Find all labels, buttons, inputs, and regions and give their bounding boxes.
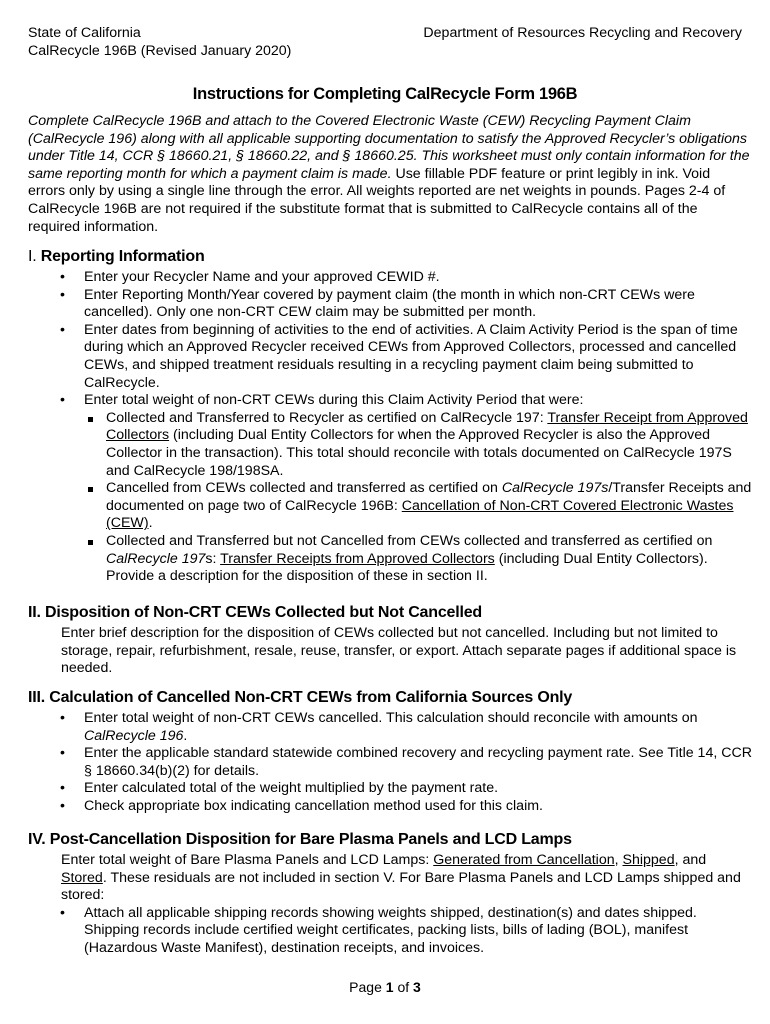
transfer-receipt-link[interactable]: Transfer Receipt from Approved Collectors — [106, 409, 748, 444]
section1-sublist — [84, 410, 753, 586]
list-item: • Attach all applicable shipping records showing weights shipped, destination(s) and dates shipped. Shipping records include certified weight certificates, packing lists, bills of lading (BOL), manifest (Hazardous Waste Manifest), destination receipts, and invoices. — [28, 905, 753, 958]
shipped-link[interactable]: Shipped — [622, 852, 675, 868]
section2-text: Enter brief description for the disposition of CEWs collected but not cancelled. Including but not limited to storage, repair, refurbishment, resale, reuse, transfer, or export. Attach separate pages if additional space is needed. — [61, 625, 737, 677]
sub1-post: (including Dual Entity Collectors for when the Approved Recycler is also the Approved Collector in the transaction). This total should reconcile with totals documented on CalRecycle 197S and CalRecycle 198/198SA. — [106, 427, 732, 479]
section4-text — [28, 852, 753, 905]
section1-heading — [28, 247, 753, 267]
section3-heading — [28, 688, 753, 708]
s3b1-italic: CalRecycle 196 — [84, 727, 184, 744]
sub2-pre: Cancelled from CEWs collected and transferred as certified on — [106, 480, 502, 497]
section-reporting-information — [28, 247, 753, 586]
list-item: • Enter dates from beginning of activities to the end of activities. A Claim Activity Period is the span of time during which an Approved Recycler received CEWs from Approved Collectors, processed and cancelled CEWs, and shipped treatment residuals resulting in a recycling payment claim being submitted to CalRecycle. — [28, 322, 753, 392]
stored-link[interactable]: Stored — [61, 869, 103, 886]
s4-post: . These residuals are not included in section V. For Bare Plasma Panels and LCD Lamps shipped and stored: — [61, 869, 741, 904]
list-item — [28, 710, 753, 745]
sub3-mid: s: — [205, 550, 221, 567]
sublist-item — [84, 533, 753, 586]
section3-list — [28, 710, 753, 816]
list-item — [28, 392, 753, 586]
transfer-receipts-link[interactable]: Transfer Receipts from Approved Collectors — [220, 550, 495, 567]
section-disposition — [28, 603, 753, 678]
list-item-text: Enter total weight of non-CRT CEWs during this Claim Activity Period that were: — [84, 392, 584, 409]
section3-title: III. Calculation of Cancelled Non-CRT CEWs from California Sources Only — [28, 689, 573, 706]
sub2-italic: CalRecycle 197s — [501, 480, 609, 497]
list-item: • Enter your Recycler Name and your approved CEWID #. — [28, 269, 753, 287]
list-item: • Enter the applicable standard statewide combined recovery and recycling payment rate. See Title 14, CCR § 18660.34(b)(2) for details. — [28, 745, 753, 780]
intro-regular: Use fillable PDF feature or print legibly in ink. Void errors only by using a single line through the error. All weights reported are net weights in pounds. Pages 2-4 of CalRecycle 196B are not required if the substitute format that is submitted to CalRecycle contains all of the required information. — [28, 165, 726, 235]
section1-numeral: I. — [28, 248, 37, 265]
state-label: State of California — [28, 25, 141, 41]
intro-italic: Complete CalRecycle 196B and attach to the Covered Electronic Waste (CEW) Recycling Payment Claim (CalRecycle 196) along with all applicable supporting documentation to satisfy the Approved Recycler’s obligations under Title 14, CCR § 18660.21, § 18660.22, and § 18660.25. This worksheet must only contain information for the same reporting month for which a payment claim is made. — [28, 113, 750, 182]
sub3-italic: CalRecycle 197 — [106, 550, 206, 567]
s4-pre: Enter total weight of Bare Plasma Panels and LCD Lamps: — [61, 852, 434, 868]
form-id: CalRecycle 196B (Revised January 2020) — [28, 43, 292, 59]
page-footer — [0, 979, 770, 997]
intro-paragraph — [28, 113, 750, 236]
section2-title: II. Disposition of Non-CRT CEWs Collected but Not Cancelled — [28, 604, 482, 621]
page-title: Instructions for Completing CalRecycle Form 196B — [192, 85, 578, 103]
list-item: • Enter Reporting Month/Year covered by payment claim (the month in which non-CRT CEWs were cancelled). Only one non-CRT CEW claim may be submitted per month. — [28, 287, 753, 322]
sub3-pre: Collected and Transferred but not Cancelled from CEWs collected and transferred as certified on — [106, 532, 713, 549]
page-number: 1 — [385, 979, 394, 995]
s3b1-pre: Enter total weight of non-CRT CEWs cancelled. This calculation should reconcile with amounts on — [84, 710, 698, 726]
of-word: of — [397, 979, 410, 995]
header-left — [28, 24, 291, 60]
section2-heading — [28, 603, 753, 623]
department-name: Department of Resources Recycling and Recovery — [423, 25, 742, 41]
sub3-post: (including Dual Entity Collectors). Provide a description for the disposition of these in section II. — [106, 550, 708, 585]
s4-sep1: , — [614, 852, 623, 868]
section1-list — [28, 269, 753, 586]
sub2-mid: /Transfer Receipts and documented on page two of CalRecycle 196B: — [106, 480, 752, 514]
sublist-item — [84, 480, 753, 533]
page-total: 3 — [413, 979, 421, 995]
s4-sep2: , and — [674, 852, 707, 868]
page-word: Page — [349, 979, 382, 995]
section1-title: Reporting Information — [40, 248, 205, 265]
section-calculation — [28, 688, 753, 816]
generated-link[interactable]: Generated from Cancellation — [433, 852, 615, 868]
list-item: • Enter calculated total of the weight multiplied by the payment rate. — [28, 780, 753, 798]
section4-list — [28, 905, 753, 958]
section4-heading — [28, 830, 753, 850]
sub1-pre: Collected and Transferred to Recycler as certified on CalRecycle 197: — [106, 409, 548, 426]
header-right — [423, 24, 742, 42]
section4-title: IV. Post-Cancellation Disposition for Bare Plasma Panels and LCD Lamps — [28, 831, 572, 848]
list-item: • Check appropriate box indicating cancellation method used for this claim. — [28, 798, 753, 816]
sublist-item — [84, 410, 753, 480]
section-post-cancellation — [28, 830, 753, 958]
cancellation-link[interactable]: Cancellation of Non-CRT Covered Electronic Wastes (CEW) — [106, 497, 734, 532]
sub2-post: . — [148, 515, 153, 532]
s3b1-post: . — [183, 727, 188, 744]
